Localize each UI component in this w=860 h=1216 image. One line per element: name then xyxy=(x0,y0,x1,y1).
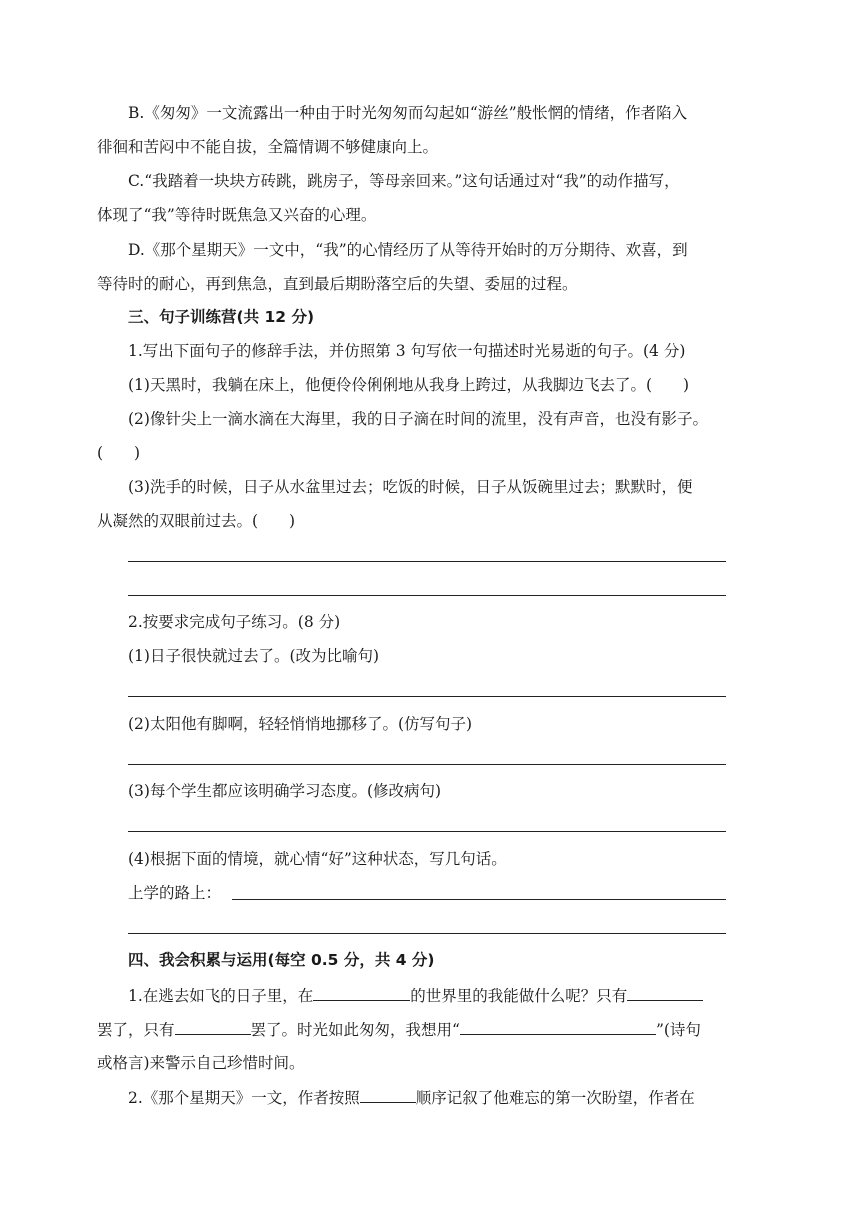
option-b-line-2: 徘徊和苦闷中不能自拔，全篇情调不够健康向上。 xyxy=(97,138,439,156)
q1-sentence-2-line-2: ( ) xyxy=(97,444,141,462)
p4-q2-text-a: 2.《那个星期天》一文，作者按照 xyxy=(128,1089,360,1107)
p4-q1-text-a: 1.在逃去如飞的日子里，在 xyxy=(128,987,314,1005)
answer-line[interactable] xyxy=(128,696,726,697)
option-c-line-2: 体现了“我”等待时既焦急又兴奋的心理。 xyxy=(97,206,377,224)
q2-sentence-4-lead: 上学的路上： xyxy=(128,884,222,902)
p4-q1-line-1 xyxy=(128,985,703,1006)
p4-q1-text-b: 的世界里的我能做什么呢？只有 xyxy=(410,987,628,1005)
p4-q2-line-1 xyxy=(128,1087,695,1108)
option-d-line-1: D.《那个星期天》一文中，“我”的心情经历了从等待开始时的万分期待、欢喜，到 xyxy=(128,241,688,259)
p4-q1-line-3: 或格言)来警示自己珍惜时间。 xyxy=(97,1054,305,1072)
option-c-line-1: C.“我踏着一块块方砖跳，跳房子，等母亲回来。”这句话通过对“我”的动作描写， xyxy=(128,172,680,190)
fill-blank[interactable] xyxy=(313,985,410,1001)
q1-sentence-2-line-1: (2)像针尖上一滴水滴在大海里，我的日子滴在时间的流里，没有声音，也没有影子。 xyxy=(128,410,708,428)
q2-prompt: 2.按要求完成句子练习。(8 分) xyxy=(128,613,341,631)
q2-sentence-1: (1)日子很快就过去了。(改为比喻句) xyxy=(128,647,380,665)
q1-sentence-3-line-2: 从凝然的双眼前过去。( ) xyxy=(97,512,296,530)
option-b-line-1: B.《匆匆》一文流露出一种由于时光匆匆而勾起如“游丝”般怅惘的情绪，作者陷入 xyxy=(128,104,688,122)
answer-line[interactable] xyxy=(128,831,726,832)
answer-line[interactable] xyxy=(128,561,726,562)
section-4-heading: 四、我会积累与运用(每空 0.5 分，共 4 分) xyxy=(128,951,435,969)
fill-blank[interactable] xyxy=(627,985,703,1001)
q1-prompt: 1.写出下面句子的修辞手法，并仿照第 3 句写依一句描述时光易逝的句子。(4 分) xyxy=(128,342,686,360)
q2-sentence-2: (2)太阳他有脚啊，轻轻悄悄地挪移了。(仿写句子) xyxy=(128,715,473,733)
q2-sentence-3: (3)每个学生都应该明确学习态度。(修改病句) xyxy=(128,782,442,800)
q2-sentence-4: (4)根据下面的情境，就心情“好”这种状态，写几句话。 xyxy=(128,850,507,868)
fill-blank[interactable] xyxy=(175,1019,251,1035)
fill-blank[interactable] xyxy=(460,1019,656,1035)
answer-line[interactable] xyxy=(128,933,726,934)
p4-q2-text-b: 顺序记叙了他难忘的第一次盼望，作者在 xyxy=(415,1089,695,1107)
p4-q1-text-d: 罢了。时光如此匆匆，我想用“ xyxy=(250,1021,460,1039)
fill-blank[interactable] xyxy=(360,1087,416,1103)
answer-line[interactable] xyxy=(128,764,726,765)
q1-sentence-3-line-1: (3)洗手的时候，日子从水盆里过去；吃饭的时候，日子从饭碗里过去；默默时，便 xyxy=(128,478,693,496)
section-3-heading: 三、句子训练营(共 12 分) xyxy=(128,308,315,326)
answer-line[interactable] xyxy=(128,595,726,596)
q1-sentence-1: (1)天黑时，我躺在床上，他便伶伶俐俐地从我身上跨过，从我脚边飞去了。( ) xyxy=(128,376,690,394)
p4-q1-text-e: ”(诗句 xyxy=(655,1021,701,1039)
option-d-line-2: 等待时的耐心，再到焦急，直到最后期盼落空后的失望、委屈的过程。 xyxy=(97,275,578,293)
p4-q1-line-2 xyxy=(97,1019,701,1040)
answer-line[interactable] xyxy=(232,899,726,900)
p4-q1-text-c: 罢了，只有 xyxy=(97,1021,175,1039)
